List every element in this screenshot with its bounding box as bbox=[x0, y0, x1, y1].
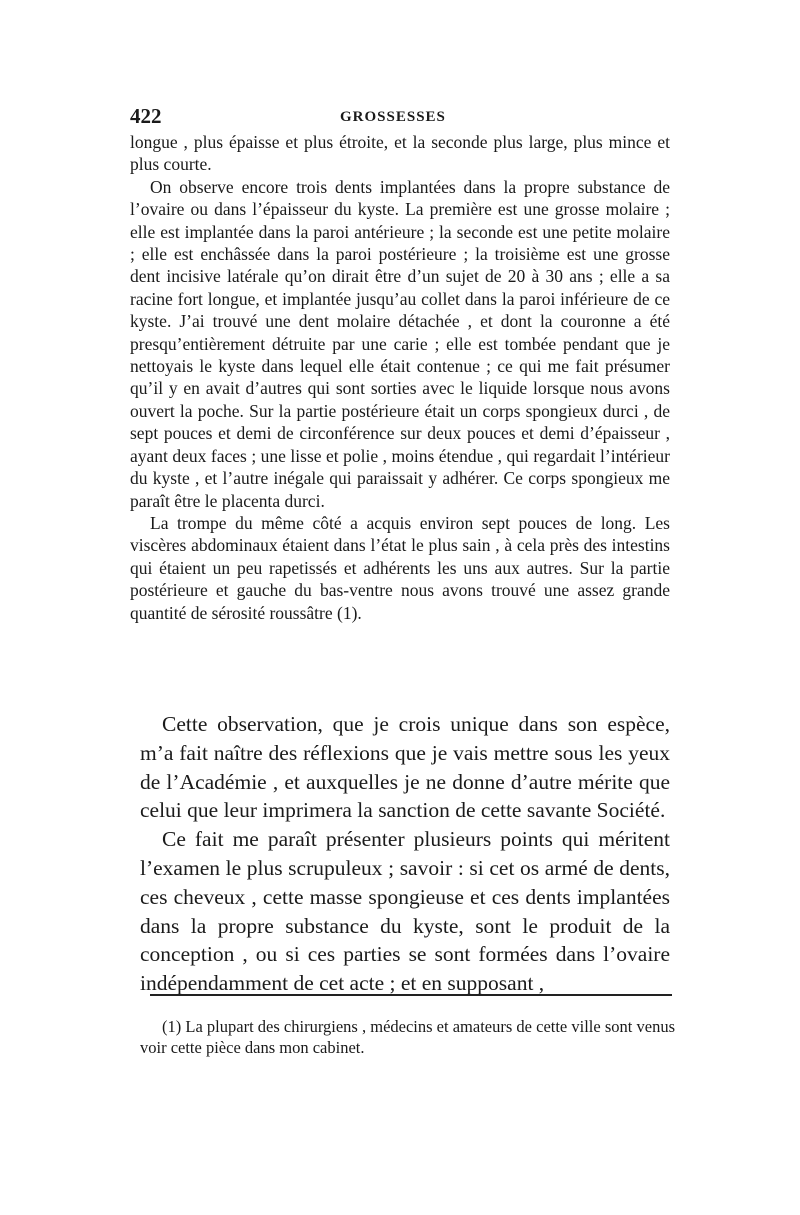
footnote bbox=[140, 1016, 675, 1058]
paragraph-trompe: La trompe du même côté a acquis environ sept pouces de long. Les viscères abdominaux étaient dans l’état le plus sain , à cela près des intestins qui étaient un peu rapetissés et adhérents les uns aux autres. Sur la partie postérieure et gauche du bas-ventre nous avons trouvé une assez grande quantité de sérosité roussâtre (1). bbox=[130, 512, 670, 623]
footnote-text: (1) La plupart des chirurgiens , médecins et amateurs de cette ville sont venus voir cette pièce dans mon cabinet. bbox=[140, 1017, 675, 1057]
paragraph-teeth: On observe encore trois dents implantées dans la propre substance de l’ovaire ou dans l’épaisseur du kyste. La première est une grosse molaire ; elle est implantée dans la paroi antérieure ; la seconde est une petite molaire ; elle est enchâssée dans la paroi postérieure ; la troisième est une grosse dent incisive latérale qu’on dirait être d’un sujet de 20 à 30 ans ; elle a sa racine fort longue, et implantée jusqu’au collet dans la paroi inférieure de ce kyste. J’ai trouvé une dent molaire détachée , et dont la couronne a été presqu’entièrement détruite par une carie ; elle est tombée pendant que je nettoyais le kyste dans lequel elle était contenue ; ce qui me fait présumer qu’il y en avait d’autres qui sont sorties avec le liquide lorsque nous avons ouvert la poche. Sur la partie postérieure était un corps spongieux durci , de sept pouces et demi de circonférence sur deux pouces et demi d’épaisseur , ayant deux faces ; une lisse et polie , moins étendue , qui regardait l’intérieur du kyste , et l’autre inégale qui paraissait y adhérer. Ce corps spongieux me paraît être le placenta durci. bbox=[130, 176, 670, 511]
paragraph-fait: Ce fait me paraît présenter plusieurs points qui méritent l’examen le plus scrupuleux ; savoir : si cet os armé de dents, ces cheveux , cette masse spongieuse et ces dents implantées dans la propre substance du kyste, sont le produit de la conception , ou si ces parties se sont formées dans l’ovaire indépendamment de cet acte ; et en supposant , bbox=[140, 827, 670, 996]
case-report-text bbox=[130, 131, 670, 624]
running-title: GROSSESSES bbox=[340, 109, 446, 125]
discussion-text bbox=[140, 710, 670, 998]
footnote-divider bbox=[150, 994, 672, 996]
page-header bbox=[130, 104, 670, 130]
page-number: 422 bbox=[130, 104, 162, 128]
paragraph-observation: Cette observation, que je crois unique dans son espèce, m’a fait naître des réflexions que je vais mettre sous les yeux de l’Académie , et auxquelles je ne donne d’autre mérite que celui que leur imprimera la sanction de cette savante Société. bbox=[140, 712, 670, 823]
paragraph-continuation: longue , plus épaisse et plus étroite, et la seconde plus large, plus mince et plus courte. bbox=[130, 132, 670, 175]
